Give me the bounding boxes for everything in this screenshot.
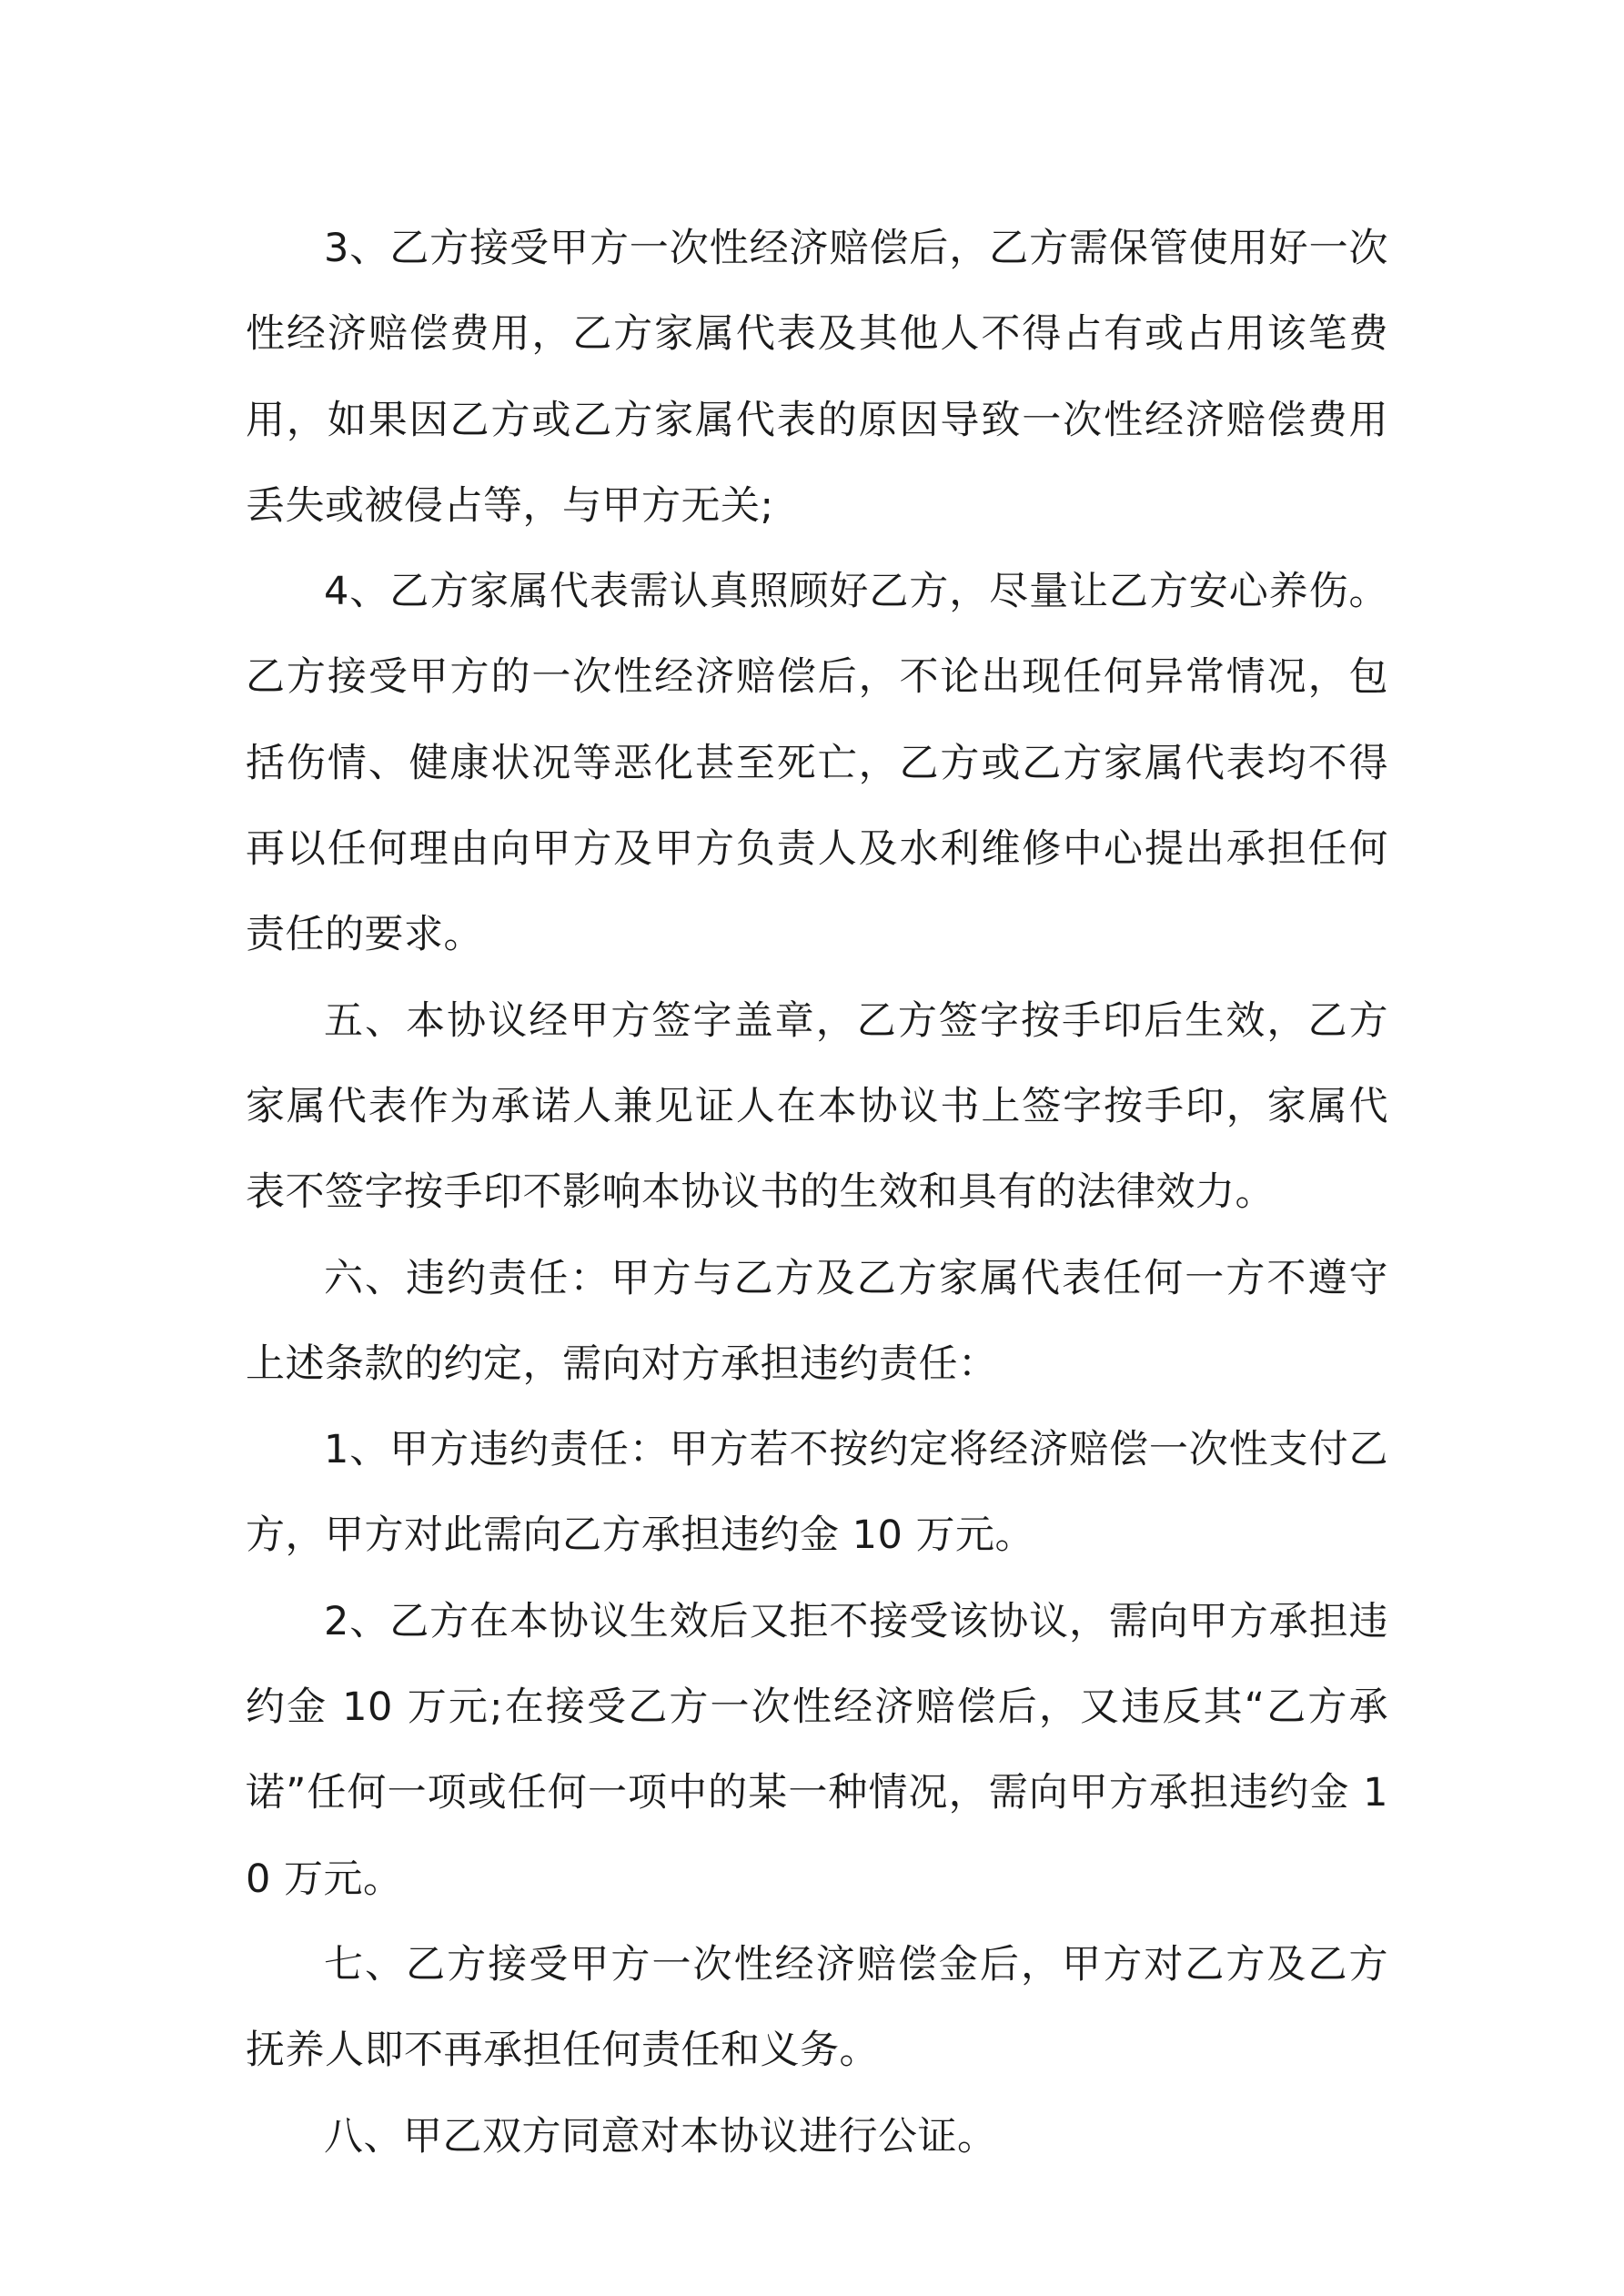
paragraph-clause-4: 4、乙方家属代表需认真照顾好乙方，尽量让乙方安心养伤。乙方接受甲方的一次性经济赔偿后，不论出现任何异常情况，包括伤情、健康状况等恶化甚至死亡，乙方或乙方家属代表均不得再以任何理由向甲方及甲方负责人及水利维修中心提出承担任何责任的要求。 [246, 569, 1388, 958]
paragraph-clause-3: 3、乙方接受甲方一次性经济赔偿后，乙方需保管使用好一次性经济赔偿费用，乙方家属代表及其他人不得占有或占用该笔费用，如果因乙方或乙方家属代表的原因导致一次性经济赔偿费用丢失或被侵占等，与甲方无关; [246, 226, 1388, 529]
paragraph-section-8: 八、甲乙双方同意对本协议进行公证。 [324, 2113, 997, 2159]
paragraph-section-6: 六、违约责任：甲方与乙方及乙方家属代表任何一方不遵守上述条款的约定，需向对方承担违约责任： [246, 1255, 1388, 1387]
paragraph-section-5: 五、本协议经甲方签字盖章，乙方签字按手印后生效，乙方家属代表作为承诺人兼见证人在本协议书上签字按手印，家属代表不签字按手印不影响本协议书的生效和具有的法律效力。 [246, 997, 1388, 1216]
paragraph-breach-party-b: 2、乙方在本协议生效后又拒不接受该协议，需向甲方承担违约金 10 万元;在接受乙方一次性经济赔偿后，又违反其“乙方承诺”任何一项或任何一项中的某一种情况，需向甲方承担违约金 10 万元。 [246, 1598, 1388, 1902]
document-body [246, 206, 1388, 2180]
paragraph-breach-party-a: 1、甲方违约责任：甲方若不按约定将经济赔偿一次性支付乙方，甲方对此需向乙方承担违约金 10 万元。 [246, 1427, 1388, 1559]
paragraph-section-7: 七、乙方接受甲方一次性经济赔偿金后，甲方对乙方及乙方抚养人即不再承担任何责任和义务。 [246, 1941, 1388, 2074]
